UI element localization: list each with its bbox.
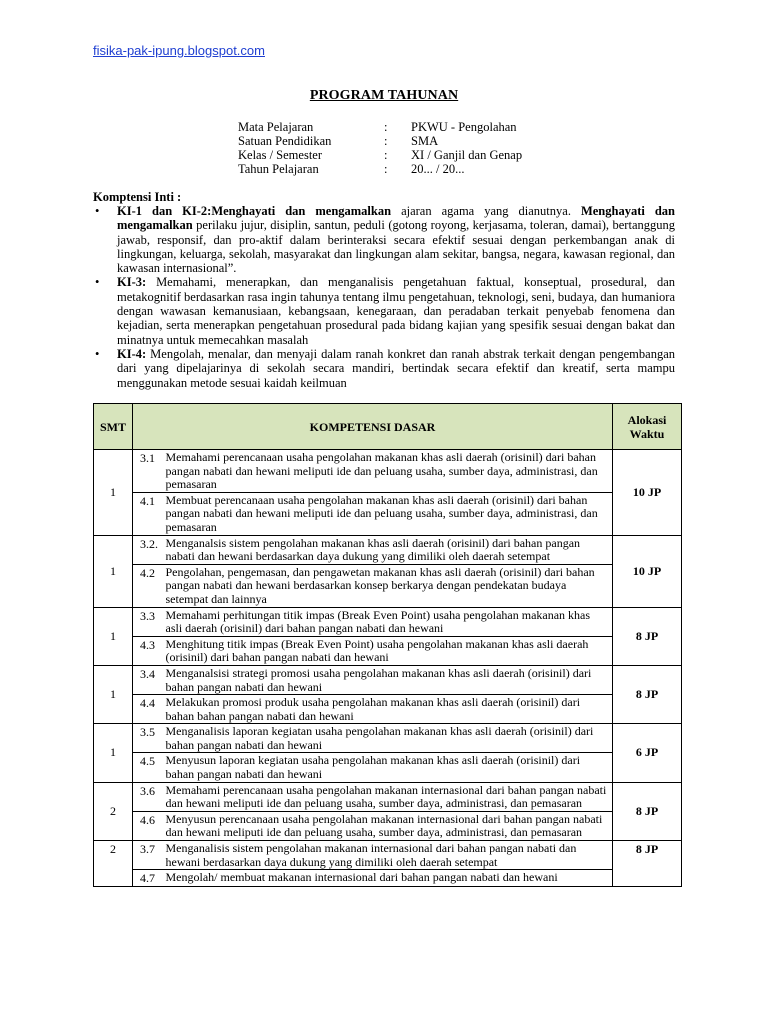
header-alokasi-waktu: Alokasi Waktu [613, 404, 682, 450]
kd-table [93, 403, 682, 887]
kd-number: 3.4 [133, 665, 166, 694]
smt-cell: 2 [94, 782, 133, 840]
ki-text: ajaran agama yang dianutnya. [391, 204, 581, 218]
kd-text: Menganalsisi strategi promosi usaha pengolahan makanan khas asli daerah (orisinil) dari bahan pangan nabati dan hewani [166, 665, 613, 694]
smt-cell: 1 [94, 450, 133, 536]
kd-text: Menghitung titik impas (Break Even Point) usaha pengolahan makanan khas asli daerah (orisinil) dari bahan pangan nabati dan hewani [166, 636, 613, 665]
smt-cell: 2 [94, 841, 133, 887]
table-row [94, 492, 682, 535]
ki-bold-text: KI-3: [117, 275, 147, 290]
jp-cell: 8 JP [613, 841, 682, 887]
kd-number: 4.4 [133, 695, 166, 724]
meta-label: Satuan Pendidikan [238, 134, 332, 148]
meta-row [238, 120, 522, 134]
page-title: PROGRAM TAHUNAN [309, 88, 459, 103]
meta-row [238, 148, 522, 162]
jp-cell: 8 JP [613, 782, 682, 840]
kd-number: 3.2. [133, 535, 166, 564]
jp-cell: 8 JP [613, 665, 682, 723]
jp-cell: 6 JP [613, 724, 682, 782]
meta-row [238, 162, 522, 176]
header-smt: SMT [94, 404, 133, 450]
ki-heading: Komptensi Inti : [93, 190, 182, 204]
kd-number: 4.5 [133, 753, 166, 782]
ki-bold-text: KI-4: [117, 346, 147, 361]
jp-cell: 8 JP [613, 607, 682, 665]
kd-number: 4.2 [133, 564, 166, 607]
kd-text: Mengolah/ membuat makanan internasional dari bahan pangan nabati dan hewani [166, 870, 613, 887]
bullet-icon: • [95, 275, 100, 290]
smt-cell: 1 [94, 607, 133, 665]
ki-list [93, 204, 675, 390]
jp-cell: 10 JP [613, 450, 682, 536]
kd-number: 3.5 [133, 724, 166, 753]
smt-cell: 1 [94, 535, 133, 607]
table-header-row [94, 404, 682, 450]
table-row [94, 782, 682, 811]
ki-item [93, 347, 675, 390]
bullet-icon: • [95, 346, 100, 361]
kd-text: Menyusun perencanaan usaha pengolahan makanan internasional dari bahan pangan nabati dan hewani meliputi ide dan peluang usaha, sumber daya, administrasi, dan pemasaran [166, 811, 613, 840]
table-row [94, 535, 682, 564]
ki-bold-text: KI-1 dan KI-2:Menghayati dan mengamalkan [117, 204, 392, 218]
kd-number: 4.1 [133, 492, 166, 535]
kd-text: Memahami perencanaan usaha pengolahan makanan internasional dari bahan pangan nabati dan hewani meliputi ide dan peluang usaha, sumber daya, administrasi, dan pemasaran [166, 782, 613, 811]
table-row [94, 753, 682, 782]
kd-text: Memahami perencanaan usaha pengolahan makanan khas asli daerah (orisinil) dari bahan pangan nabati dan hewani meliputi ide dan peluang usaha, sumber daya, administrasi, dan pemasaran [166, 450, 613, 493]
ki-text: Mengolah, menalar, dan menyaji dalam ranah konkret dan ranah abstrak terkait dengan pengembangan dari yang dipelajarinya di sekolah secara mandiri, bertindak secara efektif dan kreatif, serta mampu menggunakan metode sesuai kaidah keilmuan [117, 346, 675, 390]
ki-bold-text: Menghayati dan mengamalkan [117, 204, 675, 233]
kd-number: 4.3 [133, 636, 166, 665]
meta-value: PKWU - Pengolahan [411, 120, 517, 134]
meta-row [238, 134, 522, 148]
kd-text: Melakukan promosi produk usaha pengolahan makanan khas asli daerah (orisinil) dari bahan bahan pangan nabati dan hewani [166, 695, 613, 724]
smt-cell: 1 [94, 665, 133, 723]
meta-colon: : [384, 120, 388, 134]
meta-value: XI / Ganjil dan Genap [411, 148, 523, 162]
meta-colon: : [384, 148, 388, 162]
table-row [94, 665, 682, 694]
meta-colon: : [384, 134, 388, 148]
kd-text: Menganalisis sistem pengolahan makanan internasional dari bahan pangan nabati dan hewani berdasarkan daya dukung yang dimiliki oleh daerah setempat [166, 841, 613, 870]
table-row [94, 450, 682, 493]
table-row [94, 841, 682, 870]
table-row [94, 695, 682, 724]
jp-cell: 10 JP [613, 535, 682, 607]
meta-label: Kelas / Semester [238, 148, 323, 162]
table-row [94, 811, 682, 840]
kd-number: 3.6 [133, 782, 166, 811]
ki-item [93, 275, 675, 346]
kd-text: Pengolahan, pengemasan, dan pengawetan makanan khas asli daerah (orisinil) dari bahan pangan nabati dan hewani berdasarkan konsep berkarya dengan pendekatan budaya setempat dan lainnya [166, 564, 613, 607]
kd-text: Memahami perhitungan titik impas (Break Even Point) usaha pengolahan makanan khas asli daerah (orisinil) dari bahan pangan nabati dan hewani [166, 607, 613, 636]
table-row [94, 636, 682, 665]
kd-number: 4.6 [133, 811, 166, 840]
kd-number: 3.1 [133, 450, 166, 493]
ki-text: perilaku jujur, disiplin, santun, peduli (gotong royong, kerjasama, toleran, damai), bertanggung jawab, responsif, dan pro-aktif dalam berinteraksi secara efektif sesuai dengan perkembangan anak di lingkungan, keluarga, sekolah, masyarakat dan lingkungan alam sekitar, bangsa, negara, kawasan regional, dan kawasan internasional”. [117, 218, 675, 276]
meta-label: Tahun Pelajaran [238, 162, 319, 176]
meta-value: SMA [411, 134, 439, 148]
kd-text: Membuat perencanaan usaha pengolahan makanan khas asli daerah (orisinil) dari bahan pangan nabati dan hewani meliputi ide dan peluang usaha, sumber daya, administrasi, dan pemasaran [166, 492, 613, 535]
blog-link[interactable]: fisika-pak-ipung.blogspot.com [93, 43, 265, 58]
table-row [94, 607, 682, 636]
table-row [94, 724, 682, 753]
kd-number: 3.3 [133, 607, 166, 636]
kd-number: 4.7 [133, 870, 166, 887]
header-kompetensi-dasar: KOMPETENSI DASAR [133, 404, 613, 450]
meta-value: 20... / 20... [411, 162, 465, 176]
meta-info [238, 120, 522, 176]
ki-text: Memahami, menerapkan, dan menganalisis pengetahuan faktual, konseptual, prosedural, dan metakognitif berdasarkan rasa ingin tahunya tentang ilmu pengetahuan, teknologi, seni, budaya, dan humaniora dengan wawasan kemanusiaan, kebangsaan, kenegaraan, dan peradaban terkait penyebab fenomena dan kejadian, serta menerapkan pengetahuan prosedural pada bidang kajian yang spesifik sesuai dengan bakat dan minatnya untuk memecahkan masalah [117, 275, 675, 347]
kd-text: Menyusun laporan kegiatan usaha pengolahan makanan khas asli daerah (orisinil) dari bahan pangan nabati dan hewani [166, 753, 613, 782]
smt-cell: 1 [94, 724, 133, 782]
meta-colon: : [384, 162, 388, 176]
table-row [94, 564, 682, 607]
bullet-icon: • [95, 204, 100, 218]
meta-label: Mata Pelajaran [238, 120, 314, 134]
kd-text: Menganalsis sistem pengolahan makanan khas asli daerah (orisinil) dari bahan pangan nabati dan hewani berdasarkan daya dukung yang dimiliki oleh daerah setempat [166, 535, 613, 564]
kd-number: 3.7 [133, 841, 166, 870]
ki-item [93, 204, 675, 275]
kd-text: Menganalisis laporan kegiatan usaha pengolahan makanan khas asli daerah (orisinil) dari bahan pangan nabati dan hewani [166, 724, 613, 753]
table-row [94, 870, 682, 887]
